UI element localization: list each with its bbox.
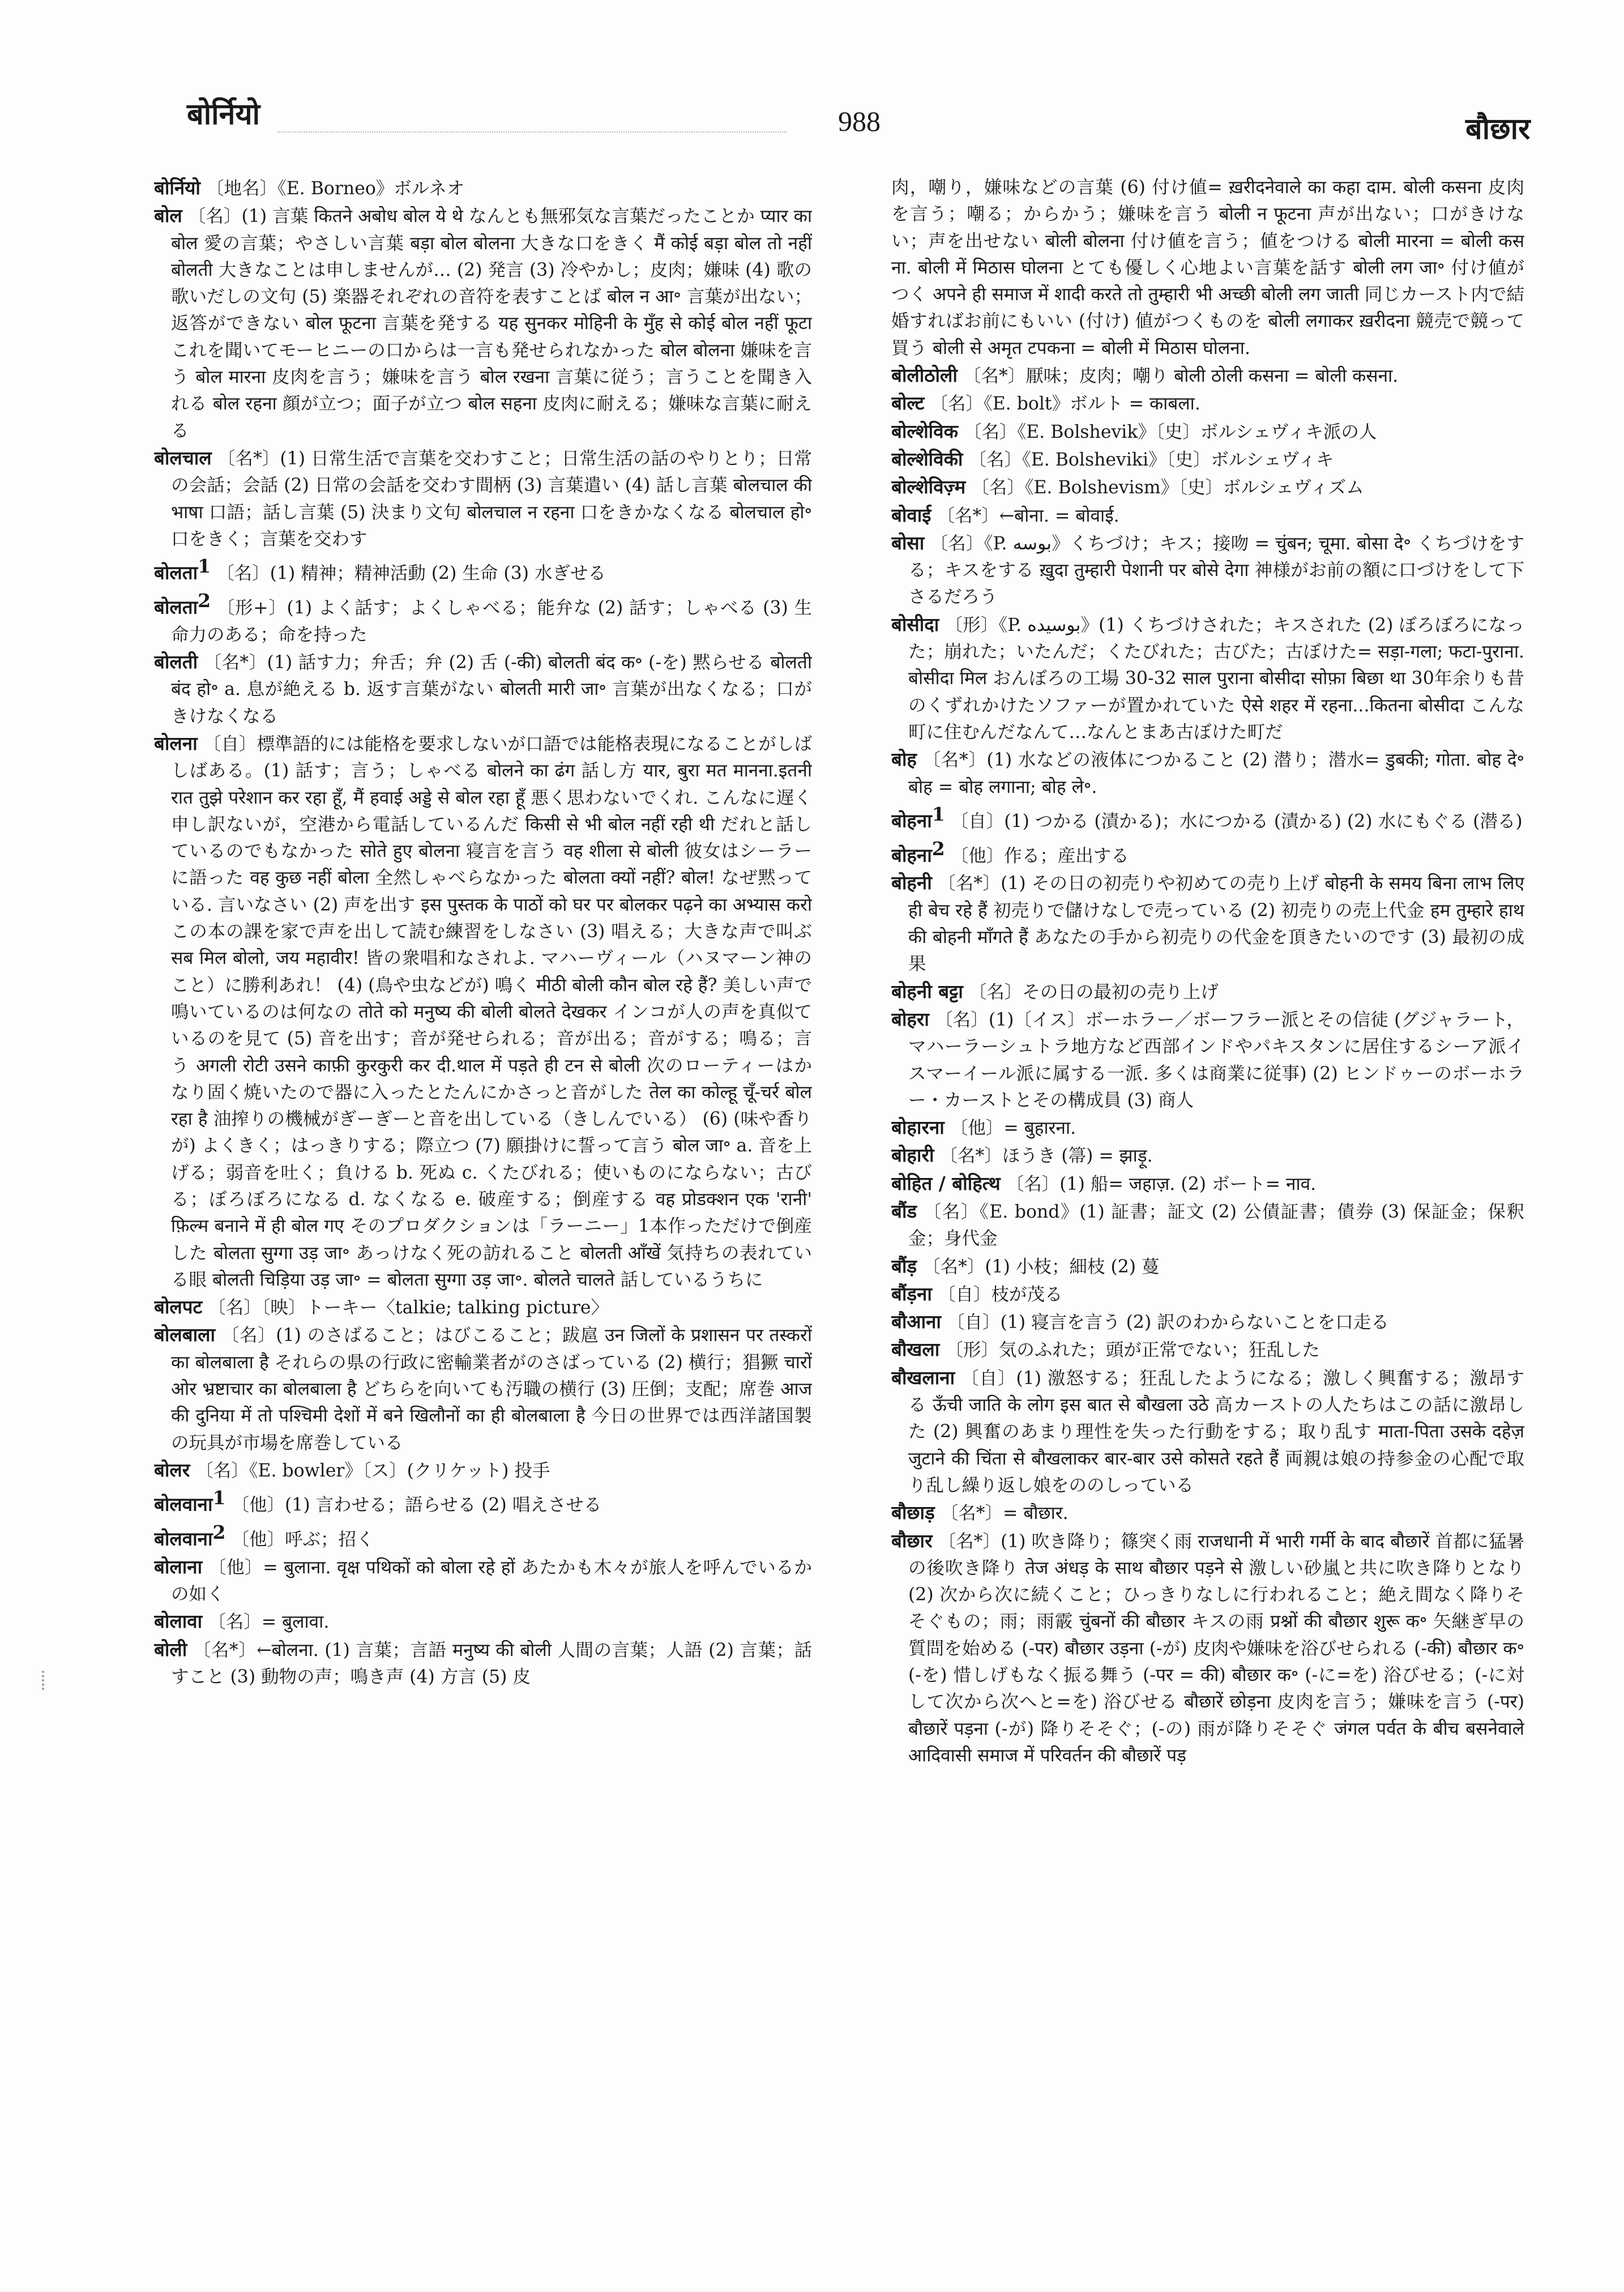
entry-definition: 〔名〕《E. bond》(1) 証書；証文 (2) 公債証書；債券 (3) 保証金；保釈金；身代金 (908, 1201, 1524, 1249)
entry-definition: 〔他〕= बुलाना. वृक्ष पथिकों को बोला रहे हों あたかも木々が旅人を呼んでいるかの如く (171, 1557, 812, 1605)
homograph-number: 2 (212, 1521, 226, 1544)
entry-definition: 〔他〕(1) 言わせる；語らせる (2) 唱えさせる (231, 1495, 602, 1516)
homograph-number: 1 (212, 1487, 226, 1509)
entry-definition: 〔名〕《E. Bolshevism》〔史〕ボルシェヴィズム (971, 477, 1364, 498)
entry-definition: 〔自〕(1) 激怒する；狂乱したようになる；激しく興奮する；激昂する ऊँची जाति के लोग इस बात से बौखला उठे 高カーストの人たちはこの話に激昂した (2) 興奮のあまり理性を失った行動をする；取り乱す माता-पिता उसके दहेज़ जुटाने की चिंता से बौखलाकर बार-बार उसे कोसते रहते हैं 両親は娘の持参金の心配で取り乱し繰り返し娘をののしっている (908, 1368, 1524, 1496)
entry-definition: 〔名〕(1) 精神；精神活動 (2) 生命 (3) 水ぎせる (216, 563, 606, 584)
entry-definition: 〔名〕(1)〔イス〕ボーホラー／ボーフラー派とその信徒 (グジャラート，マハーラーシュトラ地方など西部インドやパキスタンに居住するシーア派イスマーイール派に属する一派. 多くは商業に従事) (2) ヒンドゥーのボーホラー・カーストとその構成員 (3) 商人 (908, 1009, 1524, 1111)
entry-definition: 〔名*〕(1) 水などの液体につかること (2) 潜り；潜水= डुबकी; गोता. बोह दे॰ बोह = बोह लगाना; बोह ले॰. (908, 750, 1524, 797)
dictionary-entry (154, 553, 812, 587)
entry-headword: बोल्शेविकी (891, 447, 963, 470)
entry-headword: बोह (891, 748, 917, 771)
entry-headword: बोहित / बोहित्थ (891, 1172, 1001, 1194)
entry-headword: बौखलाना (891, 1366, 955, 1389)
dictionary-entry (154, 1321, 812, 1456)
dictionary-entry (891, 390, 1524, 417)
entry-headword: बोलवाना (154, 1527, 213, 1550)
dictionary-entry (891, 1364, 1524, 1499)
dictionary-entry (891, 1006, 1524, 1114)
entry-definition: 〔名〕(1) のさばること；はびこること；跋扈 उन जिलों के प्रशासन पर तस्करों का बोलबाला है それらの県の行政に密輸業者がのさばっている (2) 横行；猖獗 चारों ओर भ्रष्टाचार का बोलबाला है どちらを向いても汚職の横行 (3) 圧倒；支配；席巻 आज की दुनिया में तो पश्चिमी देशों में बने खिलौनों का ही बोलबाला है 今日の世界では西洋諸国製の玩具が市場を席巻している (171, 1325, 812, 1453)
dictionary-entry (891, 1198, 1524, 1253)
dictionary-entry (154, 1457, 812, 1484)
entry-definition: 〔名〕(1) 言葉 कितने अबोध बोल ये थे なんとも無邪気な言葉だったことか प्यार का बोल 愛の言葉；やさしい言葉 बड़ा बोल बोलना 大きな口をきく मैं कोई बड़ा बोल तो नहीं बोलती 大きなことは申しませんが… (2) 発言 (3) 冷やかし；皮肉；嫌味 (4) 歌の歌いだしの文句 (5) 楽器それぞれの音符を表すことば बोल न आ॰ 言葉が出ない；返答ができない बोल फूटना 言葉を発する यह सुनकर मोहिनी के मुँह से कोई बोल नहीं फूटा これを聞いてモーヒニーの口からは一言も発せられなかった बोल बोलना 嫌味を言う बोल मारना 皮肉を言う；嫌味を言う बोल रखना 言葉に従う；言うことを聞き入れる बोल रहना 顔が立つ；面子が立つ बोल सहना 皮肉に耐える；嫌味な言葉に耐える (171, 206, 812, 441)
entry-headword: बोवाई (891, 503, 931, 526)
entry-headword: बोलवाना (154, 1493, 213, 1516)
homograph-number: 2 (931, 837, 945, 860)
entry-headword: बोलावा (154, 1610, 203, 1633)
page-number: 988 (838, 105, 881, 137)
entry-headword: बोली (154, 1638, 187, 1661)
entry-headword: बोलना (154, 732, 198, 754)
entry-definition: 〔名〕《E. bolt》ボルト = काबला. (930, 394, 1200, 415)
entry-definition: 〔名*〕厭味；皮肉；嘲り बोली ठोली कसना = बोली कसना. (963, 366, 1399, 387)
entry-headword: बौआना (891, 1311, 941, 1333)
running-head-first-entry: बोर्नियो (187, 97, 260, 131)
entry-definition: 〔名〕《E. bowler》〔ス〕(クリケット) 投手 (195, 1460, 550, 1481)
entry-continuation (891, 174, 1524, 362)
dictionary-entry (154, 445, 812, 553)
entry-headword: बोहना (891, 809, 932, 832)
entry-headword: बोल्ट (891, 392, 925, 415)
dictionary-entry (154, 648, 812, 730)
entry-definition: 〔他〕= बुहारना. (950, 1118, 1076, 1139)
dictionary-entry (891, 502, 1524, 530)
entry-headword: बोहनी बट्टा (891, 980, 963, 1002)
entry-headword: बोलर (154, 1458, 190, 1481)
dictionary-entry (891, 611, 1524, 746)
dictionary-entry (891, 446, 1524, 473)
dictionary-entry (891, 978, 1524, 1006)
entry-definition: 〔名〕《E. Bolshevik》〔史〕ボルシェヴィキ派の人 (963, 421, 1377, 442)
dictionary-entry (891, 1308, 1524, 1336)
entry-definition: 〔自〕標準語的には能格を要求しないが口語では能格表現になることがしばしばある。(1) 話す；言う；しゃべる बोलने का ढंग 話し方 यार, बुरा मत मानना.इतनी रात तुझे परेशान कर रहा हूँ, मैं हवाई अड्डे से बोल रहा हूँ 悪く思わないでくれ. こんなに遅く申し訳ないが，空港から電話しているんだ किसी से भी बोल नहीं रही थी だれと話しているのでもなかった सोते हुए बोलना 寝言を言う वह शीला से बोली 彼女はシーラーに語った वह कुछ नहीं बोला 全然しゃべらなかった बोलता क्यों नहीं? बोल! なぜ黙っている. 言いなさい (2) 声を出す इस पुस्तक के पाठों को घर पर बोलकर पढ़ने का अभ्यास करो この本の課を家で声を出して読む練習をしなさい (3) 唱える；大きな声で叫ぶ सब मिल बोलो, जय महावीर! 皆の衆唱和なされよ. マハーヴィール（ハヌマーン神のこと）に勝利あれ！ (4) (鳥や虫などが) 鳴く मीठी बोली कौन बोल रहे हैं? 美しい声で鳴いているのは何なの तोते को मनुष्य की बोली बोलते देखकर インコが人の声を真似ているのを見て (5) 音を出す；音が発せられる；音が出る；音がする；鳴る；言う अगली रोटी उसने काफ़ी कुरकुरी कर दी.थाल में पड़ते ही टन से बोली 次のローティーはかなり固く焼いたので器に入ったとたんにかさっと音がした तेल का कोल्हू चूँ-चर्र बोल रहा है 油搾りの機械がぎーぎーと音を出している（きしんでいる） (6) (味や香りが) よくきく；はっきりする；際立つ (7) 願掛けに誓って言う बोल जा॰ a. 音を上げる；弱音を吐く；負ける b. 死ぬ c. くたびれる；使いものにならない；古びる；ぼろぼろになる d. なくなる e. 破産する；倒産する वह प्रोडक्शन एक 'रानी' फ़िल्म बनाने में ही बोल गए そのプロダクションは「ラーニー」1本作っただけで倒産した बोलता सुग्गा उड़ जा॰ あっけなく死の訪れること बोलती आँखें 気持ちの表れている眼 बोलती चिड़िया उड़ जा॰ = बोलता सुग्गा उड़ जा॰. बोलते चालते 話しているうちに (171, 733, 812, 1290)
entry-headword: बोहारना (891, 1116, 945, 1139)
entry-headword: बोहरा (891, 1008, 929, 1030)
dictionary-entry (891, 1499, 1524, 1527)
entry-headword: बोलबाला (154, 1324, 216, 1346)
dictionary-entry (154, 1519, 812, 1553)
entry-definition: 〔名*〕(1) 話す力；弁舌；弁 (2) 舌 (-की) बोलती बंद क॰ (-を) 黙らせる बोलती बंद हो॰ a. 息が絶える b. 返す言葉がない बोलती मारी जा॰ 言葉が出なくなる；口がきけなくなる (171, 652, 812, 727)
entry-definition: 〔自〕(1) つかる (漬かる)；水につかる (漬かる) (2) 水にもぐる (潜る) (950, 811, 1523, 832)
entry-definition: 〔名〕《E. Bolsheviki》〔史〕ボルシェヴィキ (968, 449, 1334, 470)
entry-definition: 〔形〕《P. بوسیده》(1) くちづけされた；キスされた (2) ぼろぼろになった；崩れた；いたんだ；くたびれた；古びた；古ぼけた= सड़ा-गला; फटा-पुराना. बोसीदा मिल おんぼろの工場 30-32 साल पुराना बोसीदा सोफ़ा बिछा था 30年余りも昔のくずれかけたソファーが置かれていた ऐसे शहर में रहना...कितना बोसीदा こんな町に住むんだなんて…なんとまあ古ぼけた町だ (908, 614, 1524, 742)
entry-headword: बोलचाल (154, 446, 212, 469)
dictionary-entry (154, 202, 812, 445)
entry-definition: 〔名*〕(1) 吹き降り；篠突く雨 राजधानी में भारी गर्मी के बाद बौछारें 首都に猛暑の後吹き降り तेज अंधड़ के साथ बौछार पड़ने से 激しい砂嵐と共に吹き降りとなり (2) 次から次に続くこと；ひっきりなしに行われること；絶え間なく降りそそぐもの；雨；雨霰 चुंबनों की बौछार キスの雨 प्रश्नों की बौछार शुरू क॰ 矢継ぎ早の質問を始める (-पर) बौछार उड़ना (-が) 皮肉や嫌味を浴びせられる (-की) बौछार क॰ (-を) 惜しげもなく振る舞う (-पर = की) बौछार क॰ (-に=を) 浴びせる；(-に対して次から次へと=を) 浴びせる बौछारें छोड़ना 皮肉を言う；嫌味を言う (-पर) बौछारें पड़ना (-が) 降りそそぐ；(-の) 雨が降りそそぐ जंगल पर्वत के बीच बसनेवाले आदिवासी समाज में परिवर्तन की बौछारें पड़ (908, 1531, 1524, 1766)
dictionary-entry (891, 473, 1524, 501)
entry-definition: 〔自〕(1) 寝言を言う (2) 訳のわからないことを口走る (947, 1312, 1389, 1333)
entry-definition: 〔名*〕(1) 小枝；細枝 (2) 蔓 (922, 1256, 1160, 1277)
header-dotted-rule (277, 131, 787, 133)
entry-headword: बोर्नियो (154, 177, 200, 199)
homograph-number: 2 (198, 589, 211, 612)
dictionary-entry (154, 1294, 812, 1321)
dictionary-entry (891, 801, 1524, 835)
entry-definition: 〔形〕気のふれた；頭が正常でない；狂乱した (945, 1340, 1320, 1361)
entry-definition: 〔名〕その日の最初の売り上げ (968, 981, 1219, 1002)
entry-definition: 〔名〕(1) 船= जहाज़. (2) ボート= नाव. (1006, 1173, 1317, 1194)
entry-headword: बोल (154, 204, 182, 227)
entry-headword: बोलती (154, 651, 198, 673)
entry-headword: बोहना (891, 844, 932, 867)
entry-headword: बोहारी (891, 1144, 934, 1167)
entry-definition: 〔形+〕(1) よく話す；よくしゃべる；能弁な (2) 話す；しゃべる (3) 生命力のある；命を持った (171, 597, 812, 645)
entry-definition: 〔名〕= बुलावा. (208, 1612, 330, 1633)
left-column (154, 174, 812, 2270)
entry-headword: बोलाना (154, 1555, 203, 1578)
entry-definition: 〔名*〕←बोलना. (1) 言葉；言語 मनुष्य की बोली 人間の言葉；人語 (2) 言葉；話すこと (3) 動物の声；鳴き声 (4) 方言 (5) 皮 (171, 1640, 812, 1688)
entry-headword: बोल्शेविज़्म (891, 476, 966, 498)
dictionary-entry (891, 746, 1524, 801)
dictionary-entry (154, 587, 812, 648)
entry-headword: बौंड़ (891, 1254, 917, 1277)
right-column (891, 174, 1524, 2270)
dictionary-entry (891, 362, 1524, 390)
dictionary-entry (891, 1253, 1524, 1281)
dictionary-entry (891, 1336, 1524, 1364)
dictionary-entry (891, 1114, 1524, 1142)
entry-definition: 〔名〕《P. بوسه》くちづけ；キス；接吻 = चुंबन; चूमा. बोसा दे॰ くちづけをする；キスをする ख़ुदा तुम्हारी पेशानी पर बोसे देगा 神様がお前の額に口づけをして下さるだろう (908, 533, 1524, 608)
entry-headword: बोलता (154, 596, 198, 618)
dictionary-entry (154, 1636, 812, 1691)
running-head-last-entry: बौछार (1465, 112, 1531, 146)
entry-definition: 〔自〕枝が茂る (937, 1284, 1063, 1305)
dictionary-entry (154, 174, 812, 202)
entry-definition: 〔他〕呼ぶ；招く (231, 1529, 374, 1550)
entry-definition: 〔名〕〔映〕トーキー〈talkie; talking picture〉 (208, 1297, 609, 1318)
entry-headword: बोसीदा (891, 613, 939, 635)
homograph-number: 1 (198, 555, 211, 578)
entry-headword: बोलीठोली (891, 364, 958, 387)
entry-headword: बोलता (154, 561, 198, 584)
dictionary-entry (154, 1484, 812, 1519)
entry-headword: बोल्शेविक (891, 420, 958, 442)
entry-definition: 〔名*〕(1) 日常生活で言葉を交わすこと；日常生活の話のやりとり；日常の会話；会話 (2) 日常の会話を交わす間柄 (3) 言葉遣い (4) 話し言葉 बोलचाल की भाषा 口語；話し言葉 (5) 決まり文句 बोलचाल न रहना 口をきかなくなる बोलचाल हो॰ 口をきく；言葉を交わす (171, 448, 812, 549)
dictionary-entry (154, 730, 812, 1294)
entry-headword: बौखला (891, 1338, 940, 1361)
entry-headword: बोलपट (154, 1296, 203, 1318)
dictionary-entry (891, 1527, 1524, 1770)
entry-definition: 肉，嘲り，嫌味などの言葉 (6) 付け値= ख़रीदनेवाले का कहा दाम. बोली कसना 皮肉を言う；嘲る；からかう；嫌味を言う बोली न फूटना 声が出ない；口がきけない；声を出せない बोली बोलना 付け値を言う；値をつける बोली मारना = बोली कसना. बोली में मिठास घोलना とても優しく心地よい言葉を話す बोली लग जा॰ 付け値がつく अपने ही समाज में शादी करते तो तुम्हारी भी अच्छी बोली लग जाती 同じカースト内で結婚すればお前にもいい (付け) 値がつくものを बोली लगाकर ख़रीदना 競売で競って買う बोली से अमृत टपकना = बोली में मिठास घोलना. (891, 177, 1524, 358)
dictionary-entry (891, 1170, 1524, 1198)
entry-definition: 〔地名〕《E. Borneo》ボルネオ (206, 178, 465, 199)
dictionary-entry (891, 418, 1524, 446)
entry-headword: बौंड़ना (891, 1282, 932, 1305)
entry-definition: 〔名*〕ほうき (箒) = झाड़ू. (939, 1146, 1153, 1167)
dictionary-entry (891, 835, 1524, 870)
entry-headword: बौंड (891, 1200, 917, 1222)
entry-definition: 〔名*〕←बोना. = बोवाई. (937, 505, 1119, 526)
homograph-number: 1 (931, 803, 945, 825)
entry-headword: बोसा (891, 531, 925, 554)
dictionary-entry (154, 1553, 812, 1608)
binding-mark (42, 1671, 52, 1690)
entry-definition: 〔他〕作る；産出する (950, 846, 1129, 867)
dictionary-entry (891, 869, 1524, 978)
entry-definition: 〔名*〕(1) その日の初売りや初めての売り上げ बोहनी के समय बिना लाभ लिए ही बेच रहे हैं 初売りで儲けなしで売っている (2) 初売りの売上代金 हम तुम्हारे हाथ की बोहनी माँगते हैं あなたの手から初売りの代金を頂きたいのです (3) 最初の成果 (908, 873, 1524, 975)
entry-headword: बोहनी (891, 872, 932, 894)
dictionary-entry (891, 1281, 1524, 1308)
entry-headword: बौछार (891, 1529, 933, 1552)
dictionary-entry (154, 1608, 812, 1636)
dictionary-entry (891, 1142, 1524, 1170)
entry-definition: 〔名*〕= बौछार. (940, 1503, 1069, 1524)
entry-headword: बौछाड़ (891, 1501, 935, 1524)
dictionary-entry (891, 530, 1524, 611)
